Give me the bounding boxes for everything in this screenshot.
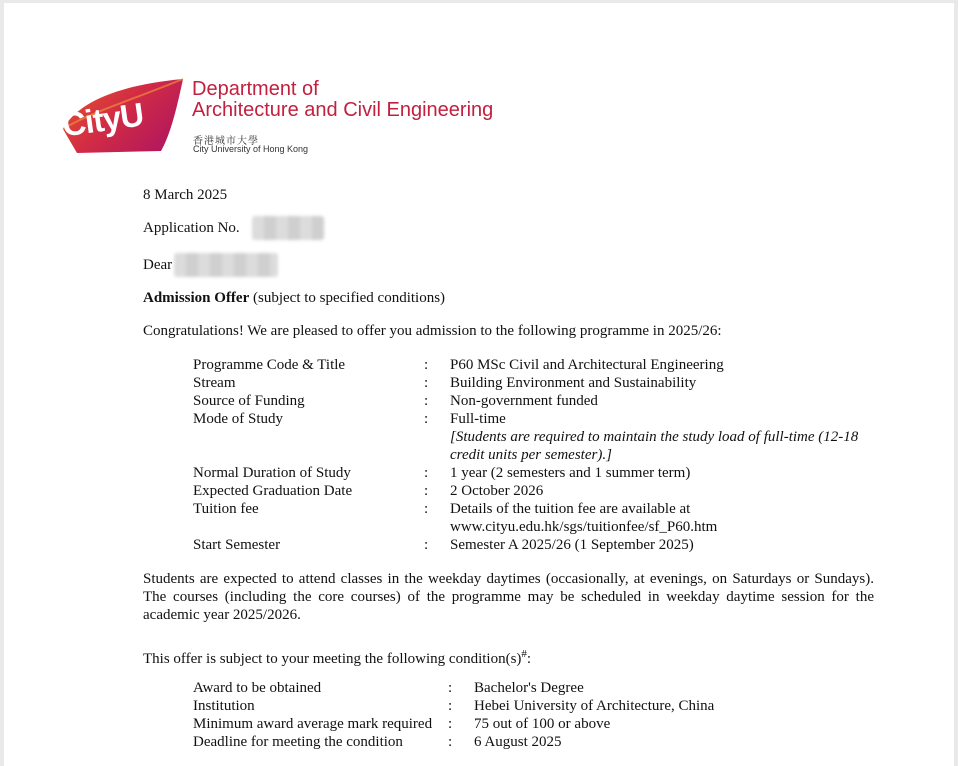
offer-title: Admission Offer [143,290,250,306]
programme-value: Full-time [450,411,506,427]
letter-date: 8 March 2025 [143,187,228,203]
programme-label: Stream [193,375,236,391]
redacted-recipient-name [174,253,278,277]
condition-colon: : [448,680,453,696]
condition-label: Institution [193,698,255,714]
condition-intro-tail: : [526,651,532,667]
programme-colon: : [424,411,429,427]
offer-heading [143,289,445,307]
condition-colon: : [448,698,453,714]
condition-label: Deadline for meeting the condition [193,734,403,750]
programme-label: Programme Code & Title [193,357,346,373]
programme-value: Semester A 2025/26 (1 September 2025) [450,537,694,553]
condition-label: Minimum award average mark required [193,716,433,732]
university-name-en: City University of Hong Kong [193,144,309,154]
congratulations-text: Congratulations! We are pleased to offer you admission to the following programme in 2025/26: [143,323,722,339]
redacted-application-number [252,216,324,240]
programme-value: Details of the tuition fee are available at [450,501,691,517]
letter-page [4,3,954,766]
schedule-note: Students are expected to attend classes in the weekday daytimes (occasionally, at evenings, on Saturdays or Sundays). The courses (including the core courses) of the programme may be scheduled in weekday daytime session for the academic year 2025/2026. [143,571,874,623]
programme-colon: : [424,393,429,409]
programme-label: Normal Duration of Study [193,465,351,481]
application-label: Application No. [143,220,240,236]
programme-value: Non-government funded [450,393,598,409]
condition-label: Award to be obtained [193,680,322,696]
condition-value: 6 August 2025 [474,734,562,750]
condition-value: Hebei University of Architecture, China [474,698,715,714]
condition-value: Bachelor's Degree [474,680,584,696]
department-line1: Department of [192,78,319,100]
logo-brand: CityU [59,95,146,144]
department-line2: Architecture and Civil Engineering [192,99,494,121]
programme-colon: : [424,375,429,391]
programme-colon: : [424,483,429,499]
programme-value: P60 MSc Civil and Architectural Engineering [450,357,724,373]
salutation: Dear [143,257,173,273]
programme-label: Start Semester [193,537,281,553]
condition-footnote-mark: # [521,648,527,660]
university-name-cn: 香港城市大學 [193,136,259,147]
programme-value: Building Environment and Sustainability [450,375,697,391]
condition-intro-line [143,645,531,668]
study-load-note: [Students are required to maintain the study load of full-time (12-18 [450,429,859,445]
condition-colon: : [448,734,453,750]
offer-subtitle: (subject to specified conditions) [253,290,446,306]
programme-colon: : [424,465,429,481]
condition-value: 75 out of 100 or above [474,716,611,732]
programme-colon: : [424,537,429,553]
condition-colon: : [448,716,453,732]
programme-value: 2 October 2026 [450,483,544,499]
study-load-note-cont: credit units per semester).] [450,447,612,463]
programme-label: Mode of Study [193,411,283,427]
programme-label: Source of Funding [193,393,305,409]
programme-label: Expected Graduation Date [193,483,353,499]
programme-label: Tuition fee [193,501,259,517]
programme-value: 1 year (2 semesters and 1 summer term) [450,465,691,481]
tuition-fee-link[interactable]: www.cityu.edu.hk/sgs/tuitionfee/sf_P60.htm [450,519,718,535]
programme-colon: : [424,501,429,517]
condition-intro: This offer is subject to your meeting the following condition(s) [143,651,522,667]
programme-colon: : [424,357,429,373]
